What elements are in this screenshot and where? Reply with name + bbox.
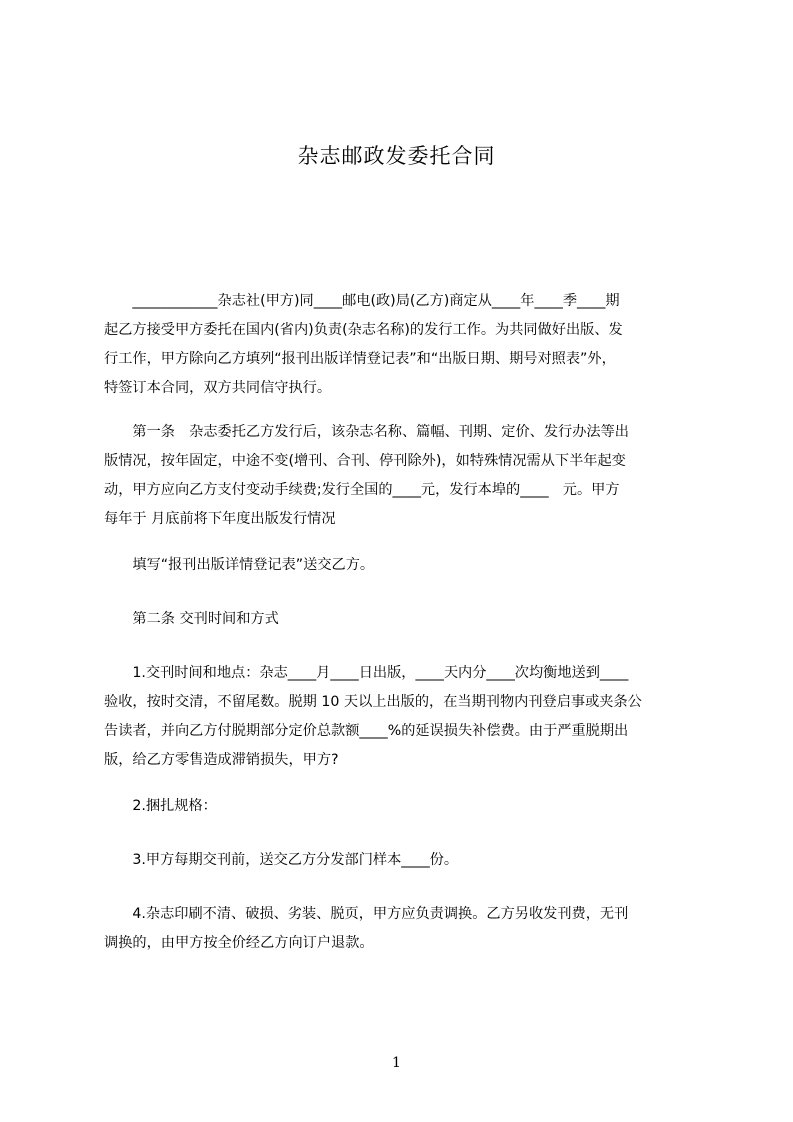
paragraph-line: 填写“报刊出版详情登记表”送交乙方。 — [104, 557, 375, 573]
paragraph-line: 验收，按时交清，不留尾数。脱期 10 天以上出版的，在当期刊物内刊登启事或夹条公 — [104, 694, 642, 710]
paragraph-line: 每年于 月底前将下年度出版发行情况 — [104, 511, 336, 527]
paragraph-line: 告读者，并向乙方付脱期部分定价总款额____%的延误损失补偿费。由于严重脱期出 — [104, 723, 629, 739]
paragraph-line: 2.捆扎规格： — [104, 798, 217, 814]
paragraph-line: 动，甲方应向乙方支付变动手续费;发行全国的____元，发行本埠的____ 元。甲方 — [104, 482, 620, 498]
document-title: 杂志邮政发委托合同 — [297, 144, 496, 168]
paragraph-line: 起乙方接受甲方委托在国内(省内)负责(杂志名称)的发行工作。为共同做好出版、发 — [104, 322, 623, 338]
paragraph-line: 行工作，甲方除向乙方填列“报刊出版详情登记表”和“出版日期、期号对照表”外， — [104, 351, 616, 367]
paragraph-line: ____________杂志社(甲方)同____邮电(政)局(乙方)商定从____年____季____期 — [104, 293, 620, 309]
preamble-paragraph — [104, 287, 700, 403]
item-4-paragraph — [104, 900, 700, 958]
item-3-paragraph — [104, 846, 700, 875]
paragraph-line: 1.交刊时间和地点：杂志____月____日出版，____天内分____次均衡地送到____ — [104, 665, 629, 681]
article-2-heading — [104, 605, 700, 634]
paragraph-line: 3.甲方每期交刊前，送交乙方分发部门样本____份。 — [104, 852, 459, 868]
item-2-paragraph — [104, 792, 700, 821]
paragraph-line: 第一条 杂志委托乙方发行后，该杂志名称、篇幅、刊期、定价、发行办法等出 — [104, 424, 629, 440]
paragraph-line: 4.杂志印刷不清、破损、劣装、脱页，甲方应负责调换。乙方另收发刊费，无刊 — [104, 906, 629, 922]
article-1-paragraph — [104, 418, 700, 534]
item-1-paragraph — [104, 659, 700, 775]
paragraph-line: 第二条 交刊时间和方式 — [104, 611, 279, 627]
paragraph-line: 版，给乙方零售造成滞销损失，甲方? — [104, 752, 339, 768]
paragraph-line: 特签订本合同，双方共同信守执行。 — [104, 380, 332, 396]
paragraph-line: 调换的，由甲方按全价经乙方向订户退款。 — [104, 935, 374, 951]
paragraph-line: 版情况，按年固定，中途不变(增刊、合刊、停刊除外)，如特殊情况需从下半年起变 — [104, 453, 626, 469]
registration-form-paragraph — [104, 551, 700, 580]
page-number: 1 — [392, 1055, 401, 1071]
